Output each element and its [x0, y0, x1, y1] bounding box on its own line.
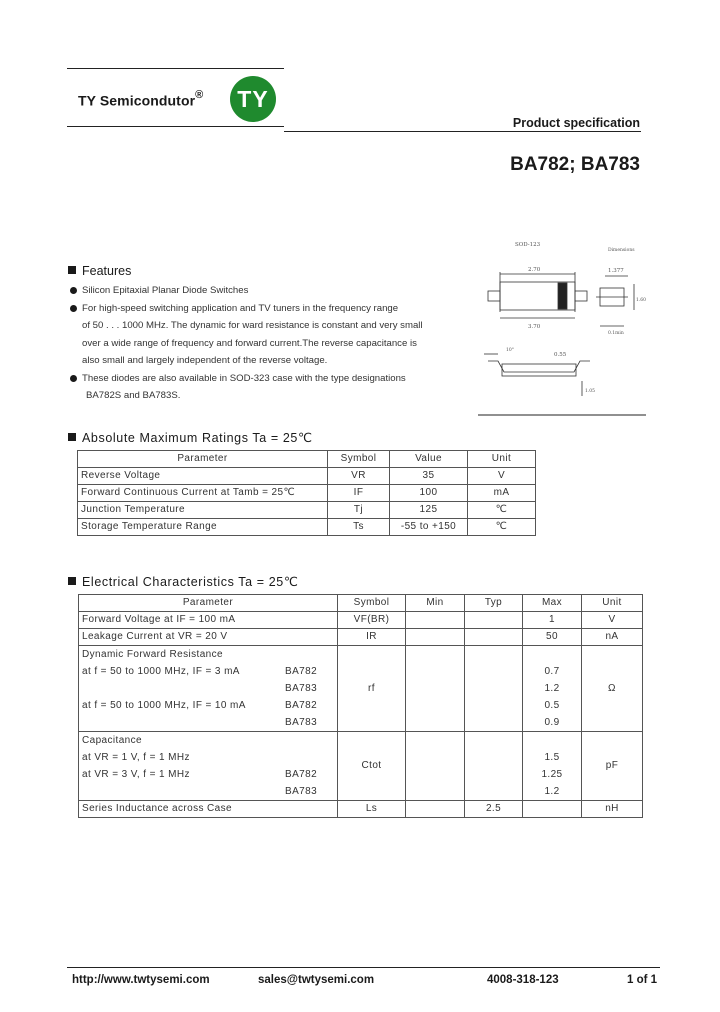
cell-parameter: Storage Temperature Range [78, 519, 328, 536]
capacitance-title: Capacitance [82, 735, 142, 746]
cell-parameter: Junction Temperature [78, 502, 328, 519]
header-max: Max [523, 595, 582, 612]
cell-typ: 2.5 [465, 801, 523, 818]
cell-unit: V [468, 468, 536, 485]
cell-max [523, 732, 582, 801]
cell-min [406, 801, 465, 818]
bullet-icon [70, 375, 77, 382]
header-parameter: Parameter [78, 451, 328, 468]
table-row [78, 519, 536, 536]
feature-line: These diodes are also available in SOD-323 case with the type designations [82, 372, 406, 384]
dynamic-type-line [82, 680, 334, 697]
feature-item [70, 282, 450, 300]
elec-char-heading [68, 574, 298, 589]
package-name-label: SOD-123 [515, 242, 541, 248]
ty-logo [230, 76, 276, 122]
cell-symbol: IF [328, 485, 390, 502]
dim-bottom-right-label: 0.1min [608, 331, 624, 336]
max-value: 0.5 [544, 700, 560, 711]
feature-item [70, 300, 450, 370]
cell-value: -55 to +150 [390, 519, 468, 536]
table-row [78, 468, 536, 485]
type-ba783: BA783 [285, 786, 318, 797]
cell-typ [465, 732, 523, 801]
cell-min [406, 732, 465, 801]
cell-unit: nA [582, 629, 643, 646]
dim-top-right-label: 1.377 [608, 268, 624, 274]
feature-line: Silicon Epitaxial Planar Diode Switches [82, 285, 249, 296]
product-specification-label: Product specification [512, 116, 640, 130]
cell-max [523, 646, 582, 732]
table-header-row [78, 451, 536, 468]
features-heading [68, 264, 131, 278]
section-square-icon [68, 266, 76, 274]
cell-unit: ℃ [468, 502, 536, 519]
cell-min [406, 646, 465, 732]
feature-item [70, 370, 450, 405]
left-terminal [488, 291, 500, 301]
cell-unit: pF [582, 732, 643, 801]
cell-symbol: Ls [338, 801, 406, 818]
type-ba783: BA783 [285, 717, 318, 728]
unit-note-label: Dimensions [608, 248, 635, 253]
cell-symbol: VF(BR) [338, 612, 406, 629]
cell-typ [465, 646, 523, 732]
cell-typ [465, 629, 523, 646]
features-title: Features [82, 264, 132, 278]
cell-typ [465, 612, 523, 629]
max-value: 1.2 [544, 786, 560, 797]
dim-angle-label: 10° [506, 348, 514, 353]
capacitance-cond-line [82, 766, 334, 783]
cell-symbol: Ctot [338, 732, 406, 801]
footer-phone: 4008-318-123 [487, 974, 559, 986]
part-number-title: BA782; BA783 [510, 154, 640, 175]
cell-symbol: IR [338, 629, 406, 646]
header-bottom-rule [67, 126, 284, 127]
cell-unit: nH [582, 801, 643, 818]
capacitance-row [79, 732, 643, 801]
dim-top-label: 2.70 [528, 267, 541, 273]
cell-parameter: Forward Voltage at IF = 100 mA [79, 612, 338, 629]
header-symbol: Symbol [338, 595, 406, 612]
dynamic-type-line [82, 714, 334, 731]
end-view [484, 354, 590, 396]
cell-unit: ℃ [468, 519, 536, 536]
header-top-rule [67, 68, 284, 69]
cell-symbol: Tj [328, 502, 390, 519]
footer-url[interactable]: http://www.twtysemi.com [72, 974, 210, 986]
cell-symbol: rf [338, 646, 406, 732]
cell-unit: Ω [582, 646, 643, 732]
cell-max: 50 [523, 629, 582, 646]
cell-parameter: Forward Continuous Current at Tamb = 25℃ [78, 485, 328, 502]
capacitance-cond2: at VR = 3 V, f = 1 MHz [82, 769, 190, 780]
right-terminal [575, 291, 587, 301]
registered-mark: ® [195, 89, 204, 101]
header-unit: Unit [468, 451, 536, 468]
lead-profile [488, 361, 590, 372]
dim-width-right-label: 1.60 [636, 298, 647, 303]
elec-char-table [78, 594, 643, 818]
brand-name [78, 91, 203, 109]
cell-symbol: VR [328, 468, 390, 485]
max-value: 0.7 [544, 666, 560, 677]
footer-email[interactable]: sales@twtysemi.com [258, 974, 375, 986]
type-ba783: BA783 [285, 683, 318, 694]
dynamic-cond2: at f = 50 to 1000 MHz, IF = 10 mA [82, 700, 246, 711]
type-ba782: BA782 [285, 666, 318, 677]
header-min: Min [406, 595, 465, 612]
feature-line: also small and largely independent of the reverse voltage. [82, 355, 328, 366]
abs-max-heading [68, 430, 313, 445]
footer-rule [67, 967, 660, 968]
cell-parameter [79, 646, 338, 732]
abs-max-table [77, 450, 536, 536]
header-symbol: Symbol [328, 451, 390, 468]
feature-line: of 50 . . . 1000 MHz. The dynamic for ward resistance is constant and very small [82, 320, 423, 331]
cell-value: 100 [390, 485, 468, 502]
bullet-icon [70, 305, 77, 312]
table-row [78, 485, 536, 502]
max-value: 0.9 [544, 717, 560, 728]
cell-unit: V [582, 612, 643, 629]
max-value: 1.2 [544, 683, 560, 694]
cell-parameter: Reverse Voltage [78, 468, 328, 485]
series-inductance-row [79, 801, 643, 818]
dynamic-cond1: at f = 50 to 1000 MHz, IF = 3 mA [82, 666, 240, 677]
cell-unit: mA [468, 485, 536, 502]
dynamic-resistance-row [79, 646, 643, 732]
table-header-row [79, 595, 643, 612]
feature-line: over a wide range of frequency and forward current.The reverse capacitance is [82, 337, 417, 349]
table-row [78, 502, 536, 519]
cell-max: 1 [523, 612, 582, 629]
abs-max-title: Absolute Maximum Ratings Ta = 25℃ [82, 431, 313, 445]
leakage-current-row [79, 629, 643, 646]
max-value: 1.5 [544, 752, 560, 763]
dim-bottom-label: 3.70 [528, 324, 541, 330]
cell-min [406, 612, 465, 629]
type-ba782: BA782 [285, 700, 318, 711]
cell-parameter: Leakage Current at VR = 20 V [79, 629, 338, 646]
max-value: 1.25 [541, 769, 563, 780]
cell-symbol: Ts [328, 519, 390, 536]
dim-lead-label: 0.55 [554, 352, 567, 358]
side-view [596, 276, 634, 326]
capacitance-cond1: at VR = 1 V, f = 1 MHz [82, 752, 190, 763]
dynamic-title: Dynamic Forward Resistance [82, 649, 223, 660]
header-parameter: Parameter [79, 595, 338, 612]
dynamic-cond-line [82, 663, 334, 680]
cell-parameter: Series Inductance across Case [79, 801, 338, 818]
capacitance-type-line [82, 783, 334, 800]
end-body [502, 364, 576, 376]
forward-voltage-row [79, 612, 643, 629]
cell-parameter [79, 732, 338, 801]
section-square-icon [68, 577, 76, 585]
feature-line: For high-speed switching application and TV tuners in the frequency range [82, 302, 399, 314]
cathode-band [558, 283, 567, 309]
features-list [70, 282, 450, 405]
header-unit: Unit [582, 595, 643, 612]
section-square-icon [68, 433, 76, 441]
cell-min [406, 629, 465, 646]
elec-char-title: Electrical Characteristics Ta = 25℃ [82, 575, 299, 589]
feature-line: BA782S and BA783S. [86, 390, 181, 401]
bullet-icon [70, 287, 77, 294]
header-value: Value [390, 451, 468, 468]
dim-height-label: 1.05 [585, 389, 596, 394]
footer-page-number: 1 of 1 [627, 974, 658, 986]
top-view [488, 272, 587, 318]
logo-text: TY [237, 85, 269, 112]
cell-max [523, 801, 582, 818]
type-ba782: BA782 [285, 769, 318, 780]
product-spec-rule [284, 131, 641, 132]
cell-value: 125 [390, 502, 468, 519]
package-outline-drawing [470, 236, 648, 418]
dynamic-cond-line [82, 697, 334, 714]
header-typ: Typ [465, 595, 523, 612]
brand-text: TY Semicondutor [78, 92, 196, 109]
cell-value: 35 [390, 468, 468, 485]
